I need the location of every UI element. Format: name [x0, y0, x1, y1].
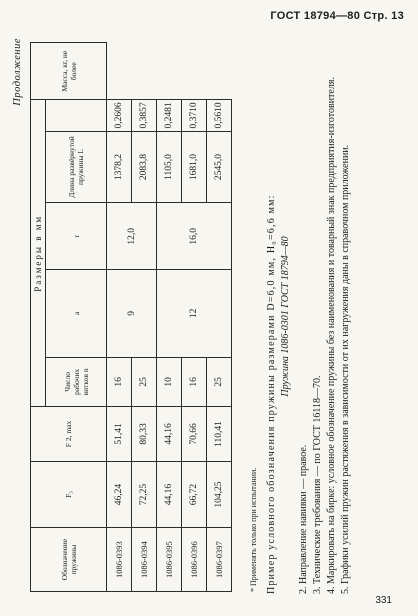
- cell-f3: 66,72: [182, 461, 207, 527]
- note-item: 5. Графики усилий пружин растяжения в зависимости от их нагружения даны в справочном приложении.: [340, 144, 351, 594]
- cell-r: 12,0: [107, 203, 157, 270]
- spring-table: [30, 42, 232, 592]
- cell-n: 16: [182, 357, 207, 407]
- note-item: 4. Маркировать на бирке: условное обозначение пружины без наименования и товарный знак предприятия-изготовителя.: [326, 77, 337, 594]
- cell-f2: 51,41: [107, 407, 132, 462]
- cell-n: 10: [157, 357, 182, 407]
- note-item: 2. Направление навивки — правое.: [298, 444, 309, 594]
- notes-block: [247, 39, 353, 594]
- cell-f2: 110,41: [207, 407, 232, 462]
- cell-a: 9: [107, 270, 157, 358]
- cell-a: 12: [157, 270, 232, 358]
- cell-f3: 46,24: [107, 461, 132, 527]
- col-f3: F₃: [31, 461, 107, 527]
- note-item: 3. Технические требования — по ГОСТ 16118—70.: [312, 375, 323, 594]
- page-number: 331: [375, 595, 392, 606]
- cell-f2: 44,16: [157, 407, 182, 462]
- cell-designation: 1086-0396: [182, 528, 207, 592]
- cell-f2: 80,33: [132, 407, 157, 462]
- cell-designation: 1086-0395: [157, 528, 182, 592]
- example-line: Пример условного обозначения пружины размерами D=6,0 мм, H₀=6,6 мм:: [266, 194, 277, 594]
- marking-example: Пружина 1086-0301 ГОСТ 18794—80: [280, 236, 291, 397]
- cell-mass: 0,2606: [107, 100, 132, 131]
- col-f2: F 2, max: [31, 407, 107, 462]
- cell-length: 2545,0: [207, 131, 232, 203]
- cell-r: 16,0: [157, 203, 232, 270]
- col-mass: Масса, кг, не более: [31, 43, 107, 100]
- cell-n: 25: [207, 357, 232, 407]
- cell-length: 1105,0: [157, 131, 182, 203]
- table-row: [107, 43, 132, 592]
- cell-designation: 1086-0397: [207, 528, 232, 592]
- col-a: a: [46, 270, 107, 358]
- cell-mass: 0,5610: [207, 100, 232, 131]
- col-designation: Обозначение пружины: [31, 528, 107, 592]
- cell-length: 1378,2: [107, 131, 132, 203]
- cell-mass: 0,3857: [132, 100, 157, 131]
- rotated-content: [12, 34, 397, 594]
- col-length: Длина развёрнутой пружины L: [46, 131, 107, 203]
- cell-n: 25: [132, 357, 157, 407]
- cell-length: 2083,8: [132, 131, 157, 203]
- cell-f2: 70,66: [182, 407, 207, 462]
- col-r: r: [46, 203, 107, 270]
- cell-mass: 0,2481: [157, 100, 182, 131]
- page-header: ГОСТ 18794—80 Стр. 13: [270, 10, 404, 22]
- cell-f3: 104,25: [207, 461, 232, 527]
- cell-f3: 44,16: [157, 461, 182, 527]
- cell-length: 1681,0: [182, 131, 207, 203]
- cell-mass: 0,3710: [182, 100, 207, 131]
- continuation-label: Продолжение: [12, 38, 23, 106]
- footnote: * Применять только при испытании.: [249, 467, 258, 592]
- cell-designation: 1086-0393: [107, 528, 132, 592]
- cell-n: 16: [107, 357, 132, 407]
- cell-designation: 1086-0394: [132, 528, 157, 592]
- col-n: Число рабочих витков n: [46, 357, 107, 407]
- table-row: [157, 43, 182, 592]
- cell-f3: 72,25: [132, 461, 157, 527]
- col-dims-group: Размеры в мм: [31, 100, 46, 407]
